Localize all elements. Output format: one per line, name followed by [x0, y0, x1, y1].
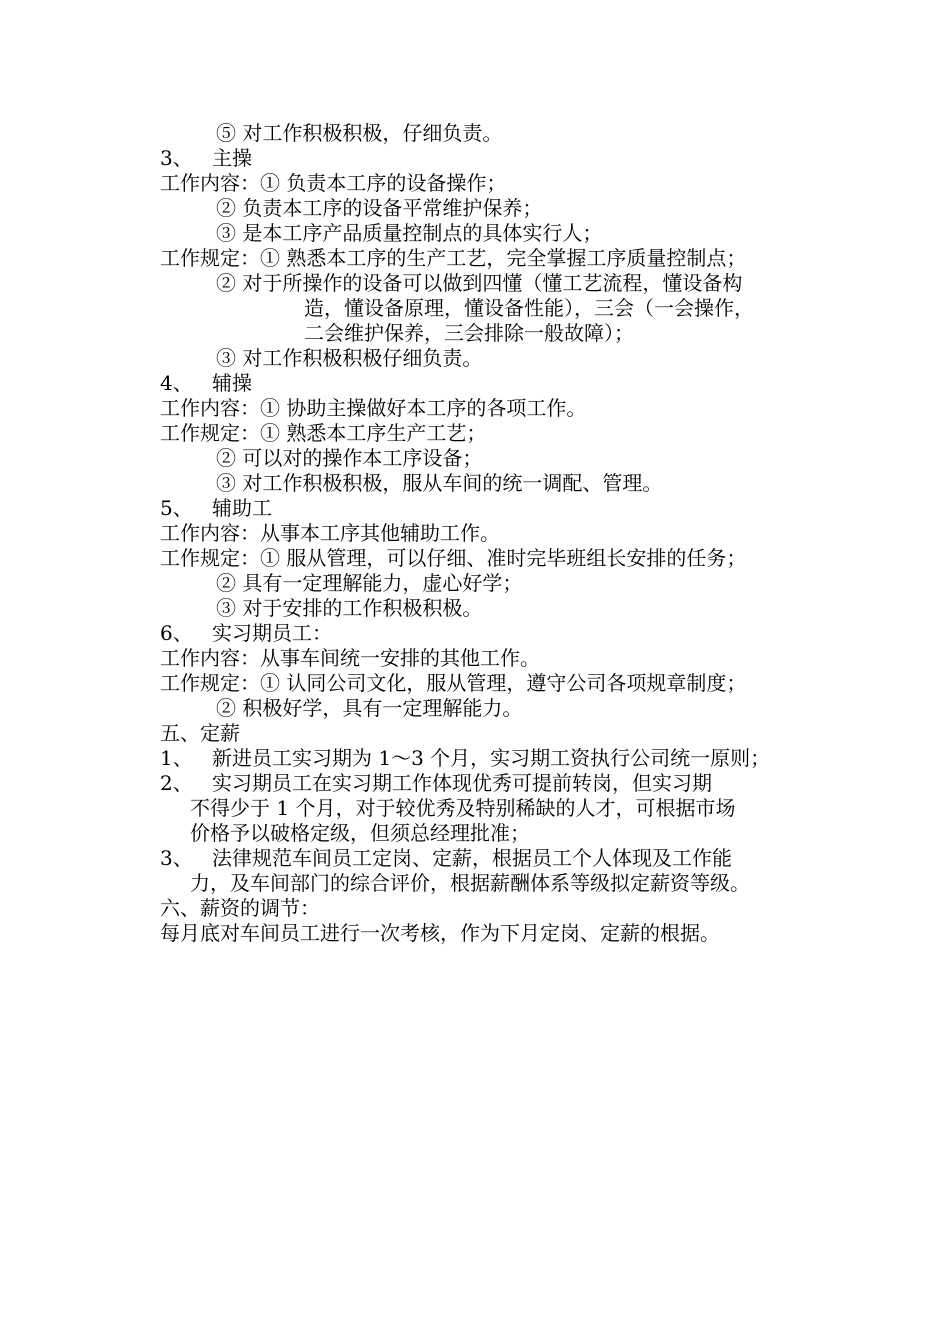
chapter-heading: 六、薪资的调节： [160, 896, 320, 920]
text-line: 工作规定：① 认同公司文化，服从管理，遵守公司各项规章制度； [160, 671, 747, 695]
section-title: 主操 [212, 146, 252, 170]
numbered-item-1 [160, 746, 860, 771]
text-line: ② 可以对的操作本工序设备； [216, 446, 483, 470]
text-line: ② 积极好学，具有一定理解能力。 [216, 696, 523, 720]
text-line: ② 具有一定理解能力，虚心好学； [216, 571, 523, 595]
section-heading-5 [160, 496, 860, 521]
section-number: 5、 [160, 496, 193, 520]
text-line: 工作规定：① 服从管理，可以仔细、准时完毕班组长安排的任务； [160, 546, 747, 570]
text-line: ③ 对工作积极积极仔细负责。 [216, 346, 483, 370]
item-number: 3、 [160, 846, 193, 870]
document-body [160, 121, 860, 946]
numbered-item-3 [160, 846, 860, 871]
text-line: ② 负责本工序的设备平常维护保养； [216, 196, 543, 220]
item-text: 实习期员工在实习期工作体现优秀可提前转岗，但实习期 [212, 771, 712, 795]
section-number: 4、 [160, 371, 193, 395]
item-text: 新进员工实习期为 1～3 个月，实习期工资执行公司统一原则； [212, 746, 771, 770]
text-line: 造，懂设备原理，懂设备性能），三会（一会操作， [304, 296, 754, 320]
section-number: 6、 [160, 621, 193, 645]
item-number: 2、 [160, 771, 193, 795]
text-line: 二会维护保养，三会排除一般故障）； [304, 321, 634, 345]
section-title: 辅助工 [212, 496, 272, 520]
text-line: 不得少于 1 个月，对于较优秀及特别稀缺的人才，可根据市场 [190, 796, 736, 820]
section-number: 3、 [160, 146, 193, 170]
section-heading-3 [160, 146, 860, 171]
text-line: ⑤ 对工作积极积极，仔细负责。 [216, 121, 503, 145]
text-line: 每月底对车间员工进行一次考核，作为下月定岗、定薪的根据。 [160, 921, 720, 945]
text-line: 力，及车间部门的综合评价，根据薪酬体系等级拟定薪资等级。 [190, 871, 750, 895]
text-line: 工作内容：① 负责本工序的设备操作； [160, 171, 507, 195]
text-line: 工作规定：① 熟悉本工序的生产工艺，完全掌握工序质量控制点； [160, 246, 747, 270]
text-line: 价格予以破格定级，但须总经理批准； [190, 821, 530, 845]
item-text: 法律规范车间员工定岗、定薪，根据员工个人体现及工作能 [212, 846, 732, 870]
section-title: 实习期员工： [212, 621, 332, 645]
text-line: ③ 对于安排的工作积极积极。 [216, 596, 483, 620]
text-line: ③ 对工作积极积极，服从车间的统一调配、管理。 [216, 471, 663, 495]
text-line: 工作内容：① 协助主操做好本工序的各项工作。 [160, 396, 587, 420]
section-title: 辅操 [212, 371, 252, 395]
section-heading-6 [160, 621, 860, 646]
text-line: ③ 是本工序产品质量控制点的具体实行人； [216, 221, 603, 245]
item-number: 1、 [160, 746, 193, 770]
text-line: ② 对于所操作的设备可以做到四懂（懂工艺流程，懂设备构 [216, 271, 743, 295]
text-line: 工作规定：① 熟悉本工序生产工艺； [160, 421, 487, 445]
section-heading-4 [160, 371, 860, 396]
chapter-heading: 五、定薪 [160, 721, 240, 745]
text-line: 工作内容：从事车间统一安排的其他工作。 [160, 646, 540, 670]
text-line: 工作内容：从事本工序其他辅助工作。 [160, 521, 500, 545]
numbered-item-2 [160, 771, 860, 796]
